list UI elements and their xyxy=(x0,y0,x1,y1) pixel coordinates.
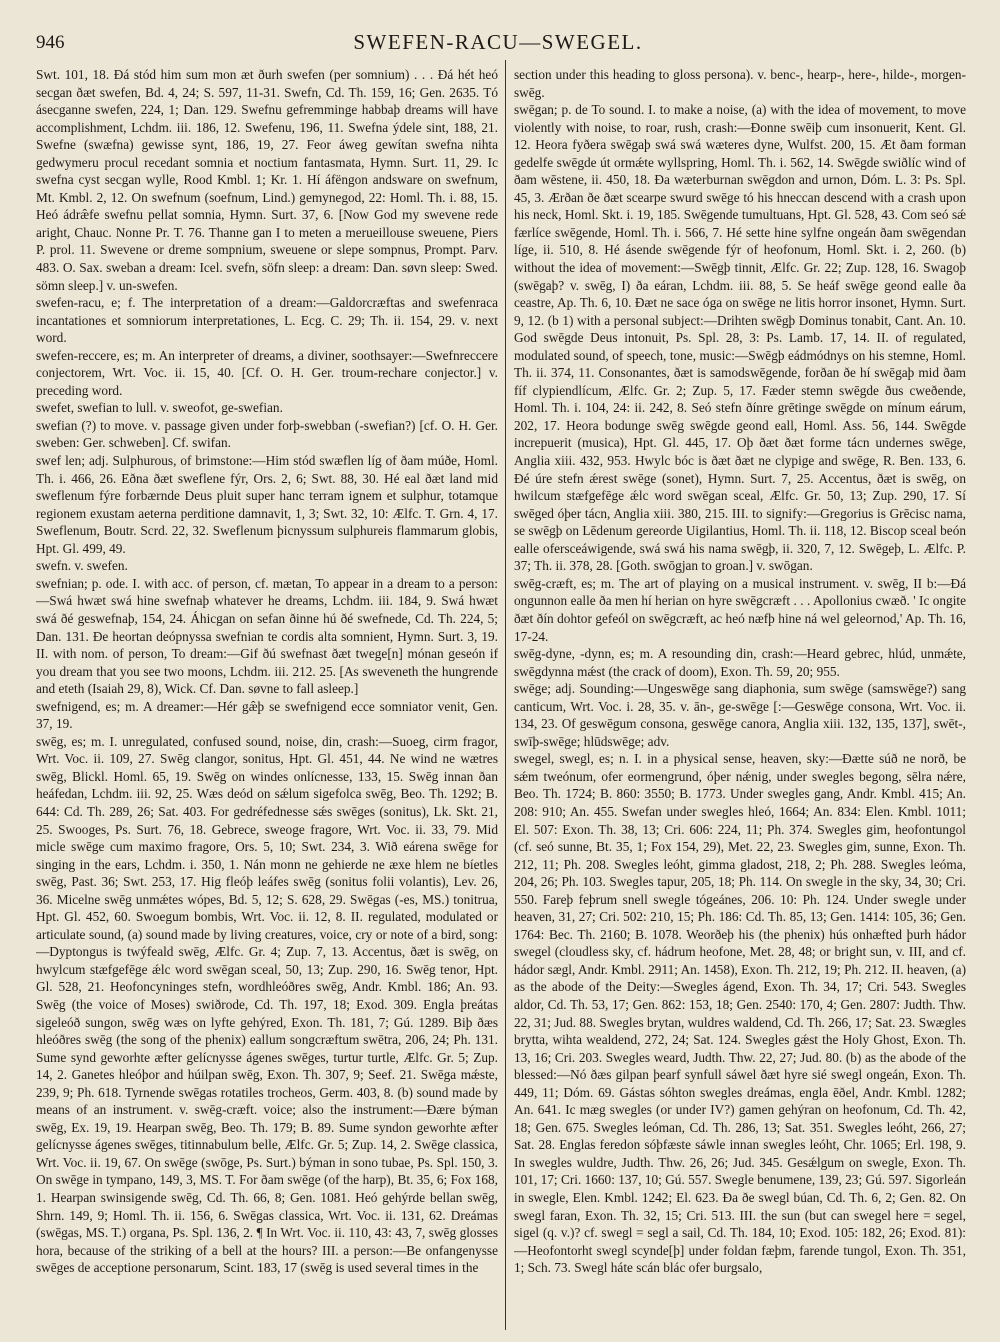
entry-sweflen: swef len; adj. Sulphurous, of brimstone:—Him stód swæflen líg of ðam múðe, Homl. Th. i. 466, 26. Eðna ðæt sweflene fýr, Ors. 2, 6; Swt. 88, 30. Hé eal ðæt land mid sweflenum fýre forbærnde Deus pluit super hanc terram ignem et sulphur, totamque regionem exustam aeterna perditione damnavit, 1, 3; Swt. 32, 10: Ælfc. T. Grn. 4, 17. Sweflenum, Boutr. Scrd. 22, 32. Sweflenum þicnyssum sulphureis flammarum globis, Hpt. Gl. 499, 49. xyxy=(36,453,498,556)
entry-swefn: swefn. v. swefen. xyxy=(36,558,128,574)
entry-swefet: swefet, swefian to lull. v. sweofot, ge-swefian. xyxy=(36,400,283,416)
entry-swefian: swefian (?) to move. v. passage given under forþ-swebban (-swefian?) [cf. O. H. Ger. sweben: Ger. schweben]. Cf. swifan. xyxy=(36,417,498,451)
entry-swegan: swēgan; p. de To sound. I. to make a noise, (a) with the idea of movement, to move violently with noise, to roar, rush, crash:—Ðonne swēiþ cum insonuerit, Kent. Gl. 12. Heora fyðera swēgaþ swá swá wæteres dyne, Wulfst. 200, 15. Æt ðam forman gedelfe swēgde út ormǽte wyllspring, Homl. Th. i. 562, 14. Swēgde swiðlíc wind of ðam wēstene, ii. 450, 18. Ða wæterburnan swēgdon and urnon, Dóm. L. 3: Ps. Spl. 45, 3. Ærðan ðe ðæt scearpe swurd swēge tó his hneccan descend with a crash upon his neck, Homl. Skt. i. 19, 185. Swēgende tumultuans, Hpt. Gl. 528, 43. Com seó sǽ færlíce swēgende, Homl. Th. i. 566, 7. Hé sette hine sylfne ongeán ðam swēgendan líge, ii. 510, 8. Hé ásende swēgende fýr of heofonum, Homl. Skt. i. 2, 260. (b) without the idea of movement:—Swēgþ tinnit, Ælfc. Gr. 22; Zup. 128, 16. Swagoþ (swēgaþ? v. swēg, I) ða eáran, Lchdm. iii. 88, 5. Se heáf swēge geond ealle ða ceastre, Ap. Th. 6, 10. Ðæt ne sace óga on swēge ne litis horror insonet, Hymn. Surt. 9, 12. (b 1) with a personal subject:—Drihten swēgþ Dominus tonabit, Cant. An. 10. God swēgde Deus intonuit, Ps. Spl. 28, 3: Ps. Lamb. 17, 14. II. of regulated, modulated sound, of speech, tone, music:—Swēgþ eádmódnys on his stemne, Homl. Th. ii. 374, 11. Consonantes, ðæt is samodswēgende, forðan ðe hí swēgaþ mid ðam fíf clypiendlícum, Ælfc. Gr. 2; Zup. 5, 17. Fæder stemn swēgde ðus cweðende, Homl. Th. i. 104, 24: ii. 242, 8. Seó stefn ðínre grētinge swēgde on mínum eárum, 202, 17. Heora bodunge swēg swēgde geond eall, Homl. Ass. 56, 144. Swēgde increpuerit (musica), Hpt. Gl. 445, 17. Oþ ðæt ðæt forme tácn undernes swēge, Anglia xiii. 432, 953. Hwylc bóc is ðæt ðæt ne clypige and swēge, R. Ben. 133, 6. Ðé úre stefn ǽrest swēge (sonet), Hymn. Surt. 7, 25. Accentus, ðæt is swēg, on hwilcum stæfgefēge ǽlc word swēgan sceal, Ælfc. Gr. 50, 13; Zup. 290, 17. Sí swēged óþer tácn, Anglia xiii. 380, 215. III. to signify:—Gregorius is Grēcisc nama, se swēgþ on Lēdenum gereorde Uigilantius, Homl. Th. ii. 118, 12. Biscop sceal beón ealle ofersceáwigende, swá swá his nama swēgþ, ii. 320, 7, 12. Swēgeþ, L. Ælfc. P. 37; Th. ii. 378, 28. [Goth. swōgjan to groan.] v. swōgan. xyxy=(514,102,966,574)
right-column xyxy=(514,66,966,1328)
entry-swege: swēge; adj. Sounding:—Ungeswēge sang diaphonia, sum swēge (samswēge?) sang canticum, Wrt. Voc. i. 28, 35. v. ān-, ge-swēge [:—Geswēge consona, Wrt. Voc. ii. 134, 23. Of geswēgum consona, geswēge canora, Anglia xiii. 132, 135, 137], swēt-, swīþ-swēge; hlūdswēge; adv. xyxy=(514,681,966,749)
entry-sweg: swēg, es; m. I. unregulated, confused sound, noise, din, crash:—Suoeg, cirm fragor, Wrt. Voc. ii. 109, 27. Swēg clangor, sonitus, Hpt. Gl. 451, 44. Ne wind ne wætres swēg, Blickl. Homl. 65, 19. Swēg on windes onlícnesse, 133, 15. Swēg innan ðan heáfedan, Lchdm. iii. 92, 25. Wæs deód on sǽlum sigefolca swēg, Beo. Th. 1292; B. 644: Cd. Th. 289, 26; Sat. 403. For gedréfednesse sǽs swēges (sonitus), Lk. Skt. 21, 25. Swooges, Ps. Surt. 76, 18. Gebrece, sweoge fragore, Wrt. Voc. ii. 33, 79. Mid micle swēge cum maximo fragore, Ors. 5, 10; Swt. 234, 3. Wið eárena swēge for singing in the ears, Lchdm. i. 350, 1. Nán monn ne gehierde ne æxe hlem ne bíetles swēg, Past. 36; Swt. 253, 17. Hig fleóþ leáfes swēg (sonitus folii volantis), Lev. 26, 36. Micelne swēg unmǽtes wópes, Bd. 5, 12; S. 628, 29. Swēgas (-es, MS.) tonitrua, Hpt. Gl. 452, 60. Swoegum bombis, Wrt. Voc. ii. 12, 8. II. regulated, modulated or articulate sound, (a) sound made by living creatures, voice, cry or note of a bird, song:—Dyptongus is twýfeald swēg, Ælfc. Gr. 4; Zup. 7, 13. Accentus, ðæt is swēg, on hwylcum stæfgefēge ǽlc word swēgan sceal, 50, 13; Zup. 290, 16. Swēg tenor, Hpt. Gl. 528, 21. Heofoncyninges stefn, wordhleóðres swēg, Andr. Kmbl. 186; An. 93. Swēg (the voice of Moses) swiðrode, Cd. Th. 197, 18; Exod. 309. Engla þreátas sigeleóð sungon, swēg wæs on lyfte gehýred, Exon. Th. 181, 7; Gú. 1289. Biþ ðæs hleóðres swēg (the song of the phenix) eallum songcræftum swētra, 206, 24; Ph. 131. Sume synd geworhte æfter gelícnysse ágenes swēges, turtur turtle, Ælfc. Gr. 5; Zup. 14, 2. Ganetes hleóþor and húilpan swēg, Exon. Th. 307, 9; Seef. 21. Swēga mǽste, 239, 9; Ph. 618. Tyrnende swēgas rotatiles trocheos, Germ. 403, 8. (b) sound made by means of an instrument. v. swēg-cræft. voice; also the instrument:—Ðære býman swēg, Ex. 19, 19. Hearpan swēg, Beo. Th. 179; B. 89. Sume syndon geworhte æfter gelícnysse ágenes swēges, titinnabulum belle, Ælfc. Gr. 5; Zup. 14, 2. Swēge classica, Wrt. Voc. ii. 19, 67. On swēge (swōge, Ps. Surt.) býman in sono tubae, Ps. Spl. 150, 3. On swēge in tympano, 149, 3, MS. T. For ðam swēge (of the harp), Bt. 35, 6; Fox 168, 1. Hearpan swinsigende swēg, Cd. Th. 66, 8; Gen. 1081. Heó gehýrde bellan swēg, Shrn. 149, 9; Homl. Th. ii. 156, 6. Swēgas classica, Wrt. Voc. ii. 131, 62. Dreámas (swēgas, MS. T.) organa, Ps. Spl. 136, 2. ¶ In Wrt. Voc. ii. 110, 43: 43, 7, swēg glosses hora, because of the striking of a bell at the hours? III. a person:—Be onfangenysse swēges de acceptione personarum, Scint. 183, 17 (swēg is used several times in the xyxy=(36,733,498,1276)
entry-swefen-racu: swefen-racu, e; f. The interpretation of a dream:—Galdorcræftas and swefenraca incantationes et somniorum interpretationes, L. Ecg. C. 29; Th. ii. 154, 29. v. next word. xyxy=(36,295,498,346)
entry-text: Swt. 101, 18. Ðá stód him sum mon æt ðurh swefen (per somnium) . . . Ðá hét heó secgan ðæt swefen, Bd. 4, 24; S. 597, 11-31. Swefn, Cd. Th. 159, 16; Gen. 2635. Tó ásecganne swefen, 224, 1; Dan. 129. Swefnu gefremminge habbaþ dreams will have accomplishment, Lchdm. iii. 186, 12. Swefenu, 196, 11. Swefna ýdele sint, 188, 21. Swefne (swæfna) gewisse synt, 186, 19, 27. Feor áweg gewítan swefna nihta gedwymeru procul recedant somnia et noctium fantasmata, Hymn. Surt. 11, 29. Ic swefna cyst secgan wylle, Rood Kmbl. 1; Kr. 1. Hí áfëngon andsware on swefnum, Mt. Kmbl. 2, 12. On swefnum (soefnum, Lind.) gemynegod, 22: Homl. Th. i. 88, 15. Heó ádræ̂fe swefnu pellat somnia, Hymn. Surt. 37, 6. [Now God my swevene rede aright, Chauc. Nonne Pr. T. 76. Thanne gan I to meten a merueillouse sweuene, Piers P. prol. 11. Swevene or dreme sompnium, sweuene or slepe sompnus, Prompt. Parv. 483. O. Sax. sweban a dream: Icel. svefn, söfn sleep: a dream: Dan. søvn sleep: Swed. sömn sleep.] v. un-swefen. xyxy=(36,67,498,293)
entry-continuation: section under this heading to gloss persona). v. benc-, hearp-, here-, hilde-, morgen-swēg. xyxy=(514,67,966,100)
left-column xyxy=(36,66,498,1328)
entry-swegel: swegel, swegl, es; n. I. in a physical sense, heaven, sky:—Ðætte súð ne norð, be sǽm tweónum, ofer eormengrund, óþer nǽnig, under swegles begong, sēlra nǽre, Beo. Th. 1724; B. 860: 3550; B. 1773. Under swegles gang, Andr. Kmbl. 415; An. 208: 910; An. 455. Swefan under swegles hleó, 1664; An. 834: Elen. Kmbl. 1011; El. 507: Exon. Th. 38, 13; Cri. 606: 224, 11; Ph. 374. Swegles gim, heofontungol (cf. seó sunne, Bt. 35, 1; Fox 154, 29), Met. 22, 23. Swegles gim, sunne, Exon. Th. 212, 11; Ph. 208. Swegles leóht, gimma gladost, 218, 2; Ph. 288. Swegles leóma, 204, 26; Ph. 103. Swegles tapur, 205, 18; Ph. 114. On swegle in the sky, 34, 30; Cri. 550. Fareþ feþrum snell swegle tógeánes, 206. 10: Ph. 124. Under swegle under heaven, 31, 27; Cri. 502: 210, 15; Ph. 186: Cd. Th. 85, 13; Gen. 1414: 105, 36; Gen. 1764: Bec. Th. 2160; B. 1078. Weorðeþ his (the phenix) hús onhæfted þurh hádor swegel (cloudless sky, cf. hádrum heofone, Met. 28, 48; or bright sun, v. III, and cf. hádor sægl, Andr. Kmbl. 2911; An. 1458), Exon. Th. 212, 19; Ph. 212. II. heaven, (a) as the abode of the Deity:—Swegles ágend, Exon. Th. 34, 17; Cri. 543. Swegles aldor, Cd. Th. 53, 17; Gen. 862: 153, 18; Gen. 2540: 170, 4; Gen. 2807: Judth. Thw. 22, 31; Jud. 88. Swegles brytan, wuldres waldend, Cd. Th. 266, 17; Sat. 23. Swægles brytta, wihta wealdend, 272, 24; Sat. 124. Swegles gǽst the Holy Ghost, Exon. Th. 13, 16; Cri. 203. Swegles weard, Judth. Thw. 22, 27; Jud. 80. (b) as the abode of the blessed:—Nó ðæs gilpan þearf synfull sáwel ðæt hyre sié swegl ongeán, Exon. Th. 449, 11; Dóm. 69. Gástas sóhton swegles dreámas, engla ēðel, Andr. Kmbl. 1282; An. 641. Ic mæg swegles (or under IV?) gamen gehýran on heofonum, Cd. Th. 42, 18; Gen. 675. Swegles leóman, Cd. Th. 286, 13; Sat. 351. Swegles leóht, 266, 27; Sat. 28. Englas feredon sóþfæste sáwle innan swegles leóht, Chr. 1065; Erl. 198, 9. In swegles wuldre, Judth. Thw. 26, 26; Jud. 345. Gesǽlgum on swegle, Exon. Th. 101, 17; Cri. 1660: 137, 10; Gú. 557. Swegle benumene, 139, 23; Gú. 597. Sigorleán in swegle, Elen. Kmbl. 1242; El. 623. Ða ðe swegl búan, Cd. Th. 6, 2; Gen. 82. On swegl faran, Exon. Th. 32, 15; Cri. 513. III. the sun (but can swegel here = segel, sigel (q. v.)? cf. swegl = segl a sail, Cd. Th. 184, 10; Exod. 105: 182, 26; Exod. 81):—Heofontorht swegl scynde[þ] under foldan fæþm, farende tungol, Exon. Th. 351, 1; Sch. 73. Swegl háte scán blác ofer burgsalo, xyxy=(514,751,966,1276)
entry-sweg-craeft: swēg-cræft, es; m. The art of playing on a musical instrument. v. swēg, II b:—Ðá ongunnon ealle ða men hí herian on hyre swēgcræft . . . Apollonius cwæð. ' Ic ongite ðæt ðín dohtor gefeól on swēgcræft, ac heó næfþ hine ná wel geleornod,' Ap. Th. 16, 17-24. xyxy=(514,575,966,644)
running-title: SWEFEN-RACU—SWEGEL. xyxy=(353,30,643,54)
page-header xyxy=(36,28,960,60)
entry-swefnian: swefnian; p. ode. I. with acc. of person, cf. mætan, To appear in a dream to a person:—Swá hwæt swá hine swefnaþ whatever he dreams, Lchdm. iii. 184, 9. Swá hwæt swá ðé geswefnaþ, 154, 24. Áhicgan on sefan ðinne hú ðé swefnede, Cd. Th. 224, 5; Dan. 131. Ðe heortan deópnyssa swefnian te cordis alta somnient, Hymn. Surt. 3, 19. II. with nom. of person, To dream:—Gif ðú swefnast ðæt twege[n] mónan geseón if you dream that you see two moons, Lchdm. iii. 212. 25. [As sweveneth the hungrende and eteth (Isaiah 29, 8), Wick. Cf. Dan. søvne to fall asleep.] xyxy=(36,575,498,697)
entry-sweg-dyne: swēg-dyne, -dynn, es; m. A resounding din, crash:—Heard gebrec, hlúd, unmǽte, swēgdynna mǽst (the crack of doom), Exon. Th. 59, 20; 955. xyxy=(514,646,966,679)
page-number: 946 xyxy=(36,32,65,53)
column-divider xyxy=(505,60,506,1330)
entry-swefnigend: swefnigend, es; m. A dreamer:—Hér gæ̂þ se swefnigend ecce somniator venit, Gen. 37, 19. xyxy=(36,698,498,732)
entry-swefen-reccere: swefen-reccere, es; m. An interpreter of dreams, a diviner, soothsayer:—Swefnreccere conjectorem, Wrt. Voc. ii. 15, 40. [Cf. O. H. Ger. troum-rechare conjector.] v. preceding word. xyxy=(36,347,498,398)
